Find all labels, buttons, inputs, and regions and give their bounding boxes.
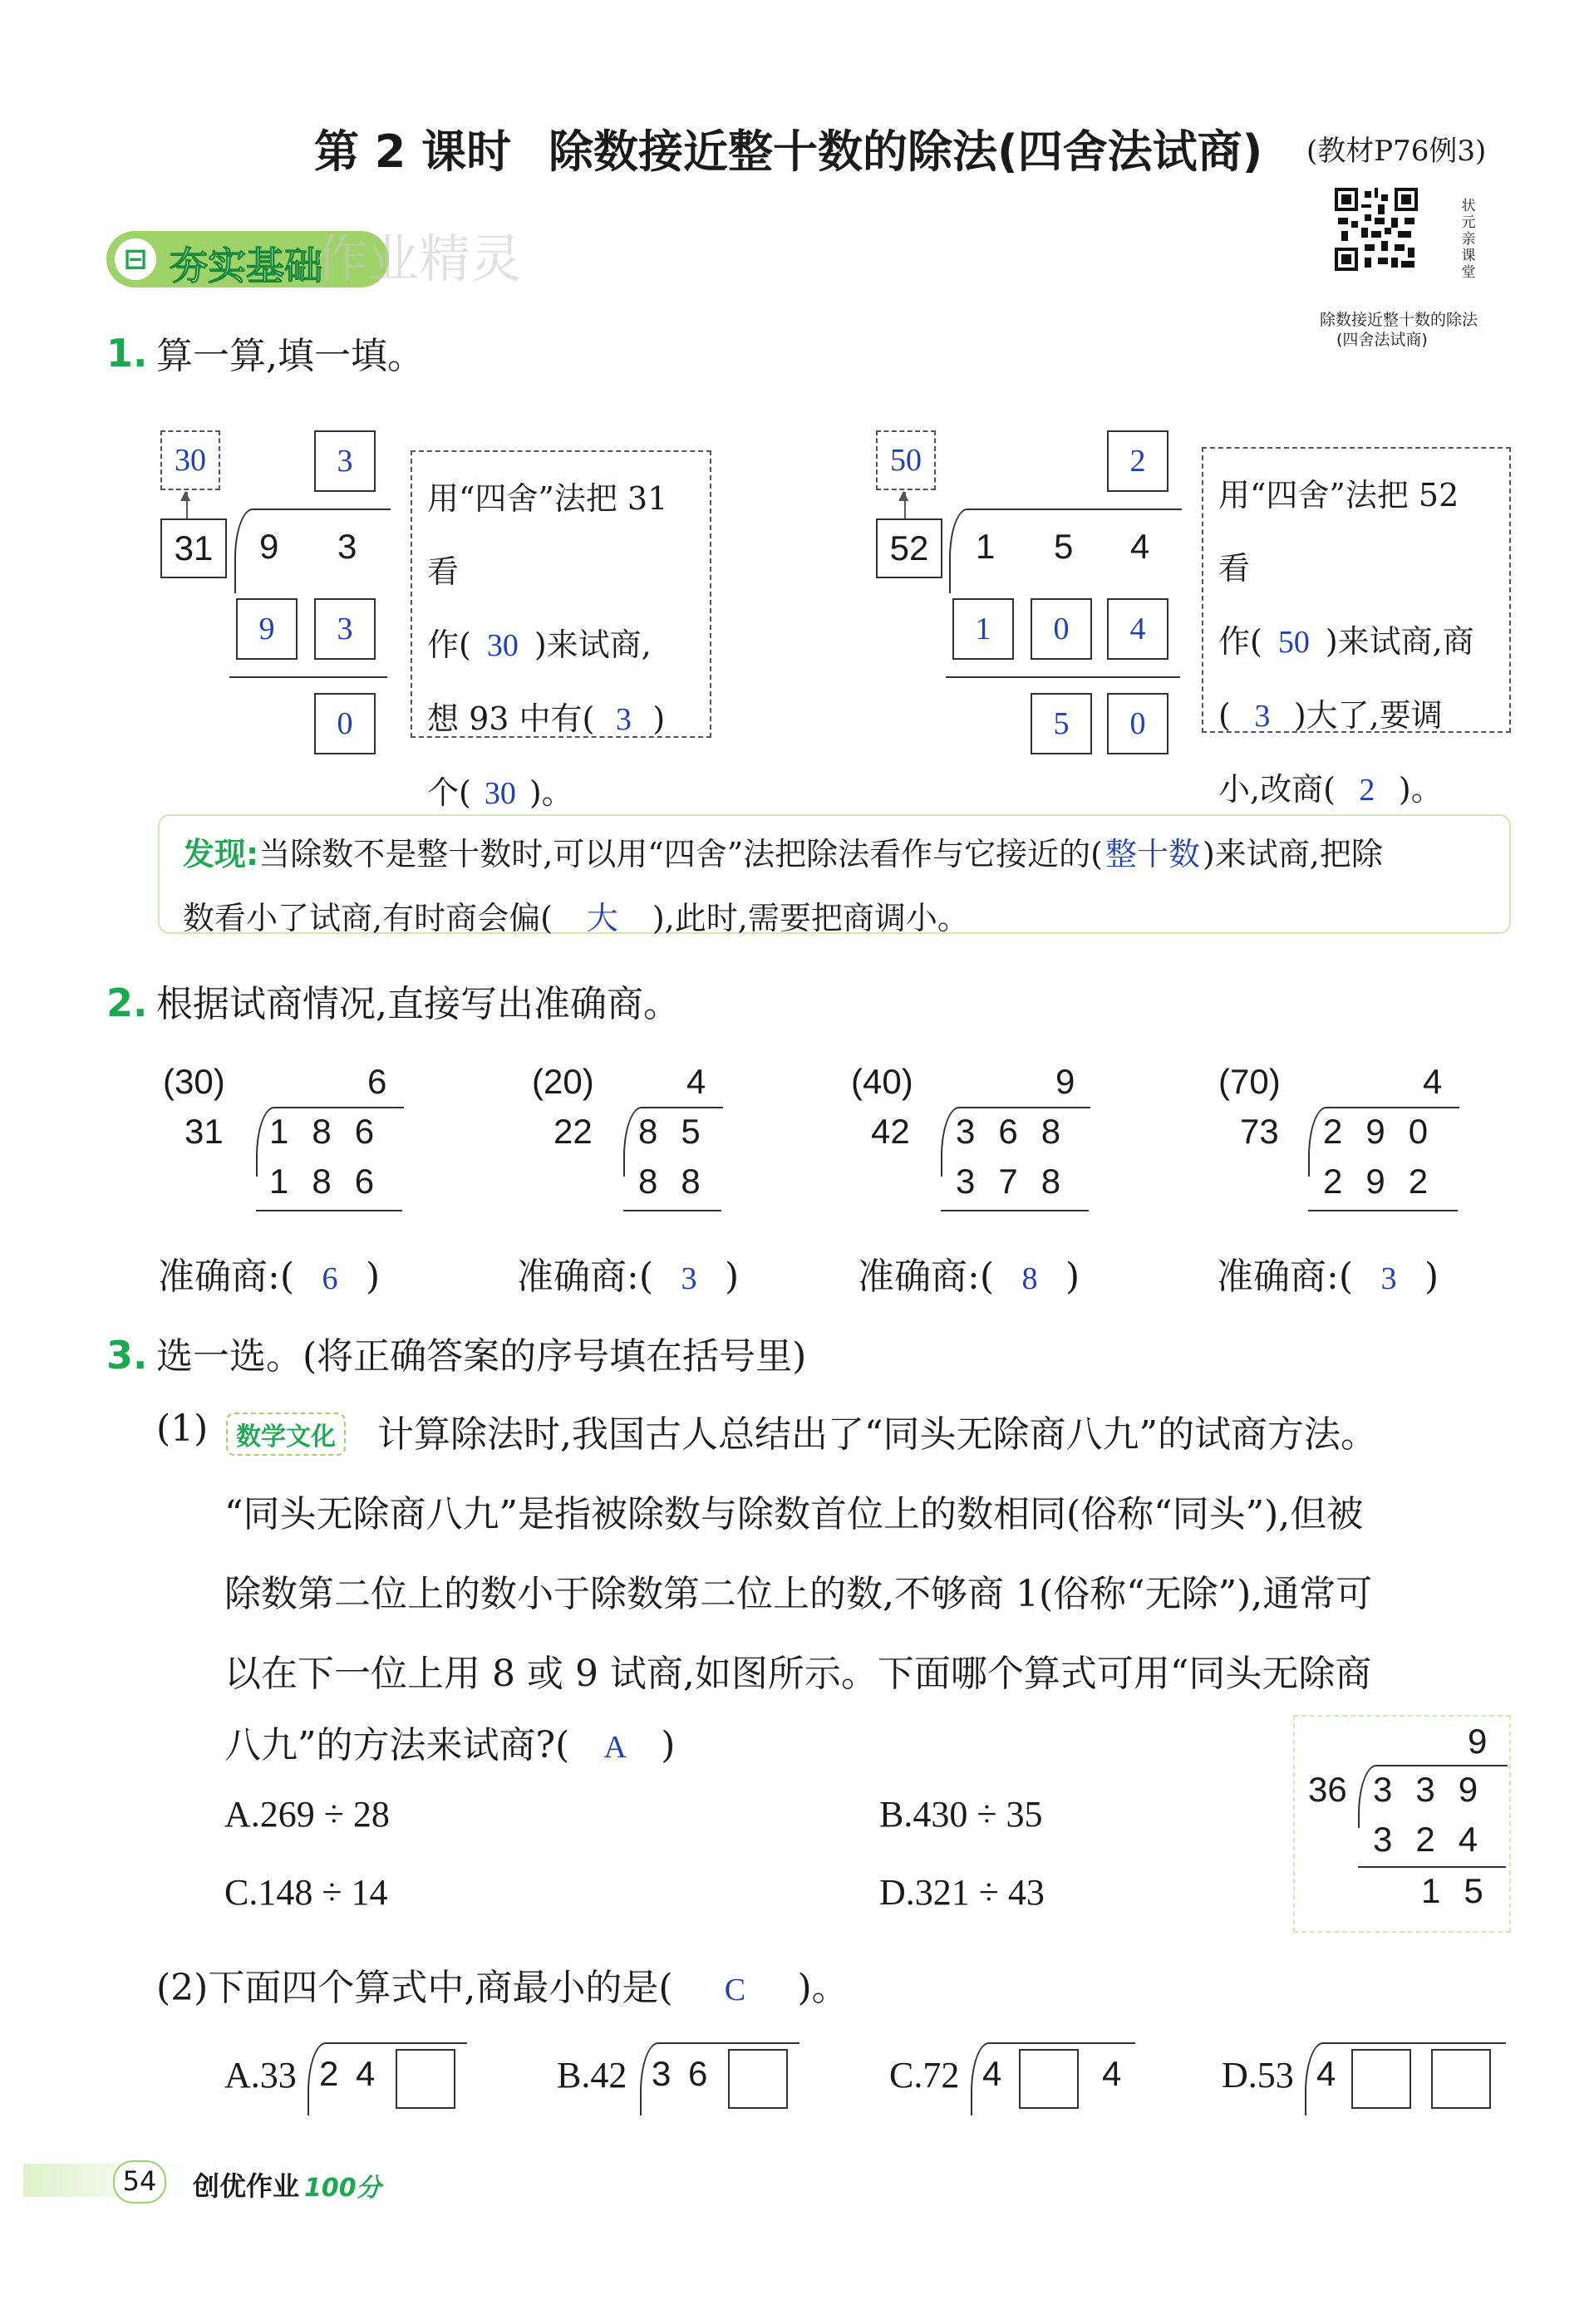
q2-item3-dividend: 368 [956, 1112, 1085, 1151]
q2-item3-line [941, 1210, 1089, 1211]
explain-line: 用“四舍”法把 52 看 [1218, 477, 1459, 587]
q1-left-product-box[interactable]: 3 [314, 598, 376, 660]
q3-p2-option-d-blank[interactable] [1431, 2049, 1491, 2109]
q1-right-dividend-digit: 4 [1130, 527, 1150, 566]
example-dividend: 339 [1373, 1770, 1502, 1809]
q1-right-answer-3[interactable]: 2 [1359, 773, 1375, 808]
discovery-label: 发现: [183, 836, 259, 872]
explain-line: 想 93 中有( 3 ) [427, 682, 695, 756]
math-culture-tag: 数学文化 [226, 1413, 346, 1456]
q2-item1-quotient: 6 [367, 1062, 387, 1101]
q1-left-answer-3[interactable]: 30 [484, 776, 516, 811]
explain-line: 个( 30 )。 [427, 756, 695, 830]
lesson-number: 第 2 课时 [314, 125, 512, 178]
q3-number: 3. [106, 1333, 148, 1378]
qr-side-label: 状元亲课堂 [1461, 198, 1476, 281]
qr-code-icon[interactable] [1335, 188, 1418, 271]
q2-item2-line [623, 1210, 721, 1211]
q3-p1-option-c[interactable]: C.148 ÷ 14 [224, 1872, 388, 1913]
brand-score: 100分 [304, 2174, 381, 2203]
q2-item1-answer[interactable]: 6 [322, 1261, 338, 1296]
q1-right-product-box[interactable]: 4 [1107, 598, 1168, 660]
q3-p2-option-d-blank[interactable] [1351, 2049, 1411, 2109]
q3-p1-text: 八九”的方法来试商?( A ) [224, 1724, 676, 1766]
q3-p1-text: 除数第二位上的数小于除数第二位上的数,不够商 1(俗称“无除”),通常可 [224, 1573, 1373, 1615]
q3-p1-option-d[interactable]: D.321 ÷ 43 [879, 1872, 1045, 1913]
q1-left-trial-box: 30 [160, 430, 220, 490]
q1-left-product-box[interactable]: 9 [236, 598, 298, 660]
q2-item4-product: 292 [1323, 1162, 1452, 1201]
q1-left-divisor-box: 31 [160, 518, 227, 578]
explain-line: 作( 30 )来试商, [427, 608, 695, 682]
q3-p2-option-c-label[interactable]: C.72 [889, 2055, 960, 2096]
q2-item1-divisor: 31 [184, 1112, 224, 1151]
q3-p2-option-c-digit: 4 [982, 2054, 1002, 2093]
q1-left-answer-1[interactable]: 30 [486, 628, 519, 663]
q1-left-subtract-line [229, 676, 387, 678]
q1-right-remainder-box[interactable]: 5 [1031, 693, 1092, 754]
q1-right-product-box[interactable]: 1 [952, 598, 1014, 660]
q2-item2-dividend: 85 [638, 1112, 724, 1151]
example-line [1358, 1866, 1506, 1868]
explain-line: ( 3 )大了,要调 [1218, 679, 1494, 753]
example-remainder: 15 [1421, 1871, 1507, 1910]
q3-p1-number: (1) [156, 1408, 209, 1450]
q3-p2-option-d-digit: 4 [1316, 2054, 1336, 2093]
q3-p1-text: 以在下一位上用 8 或 9 试商,如图所示。下面哪个算式可用“同头无除商 [224, 1653, 1372, 1695]
q3-p2-option-b-digit: 3 [652, 2054, 672, 2093]
q1-right-remainder-box[interactable]: 0 [1107, 693, 1168, 754]
q1-right-product-box[interactable]: 0 [1031, 598, 1092, 660]
q2-item4-answer[interactable]: 3 [1380, 1261, 1397, 1296]
q1-left-remainder-box[interactable]: 0 [314, 693, 376, 754]
q2-item3-answer-line: 准确商:( 8 ) [858, 1255, 1080, 1298]
q3-p2-option-d-label[interactable]: D.53 [1222, 2055, 1294, 2096]
qr-caption-sub: (四舍法试商) [1336, 331, 1428, 349]
example-product: 324 [1373, 1820, 1502, 1859]
q1-left-bracket [234, 509, 391, 593]
q3-p2-line: (2)下面四个算式中,商最小的是( C )。 [156, 1967, 849, 2009]
q1-right-subtract-line [946, 676, 1180, 678]
discovery-box [158, 814, 1511, 934]
q1-prompt: 算一算,填一填。 [156, 335, 424, 377]
q1-right-divisor-box: 52 [876, 518, 942, 578]
q2-item4-dividend: 290 [1323, 1112, 1452, 1151]
explain-line: 作( 50 )来试商,商 [1218, 605, 1494, 679]
q3-p1-answer[interactable]: A [603, 1730, 627, 1765]
q3-p2-option-b-label[interactable]: B.42 [557, 2055, 627, 2096]
arrow-up-icon: ▲ [898, 487, 909, 503]
page-number: 54 [113, 2160, 166, 2204]
q1-right-trial-box: 50 [876, 430, 936, 490]
discovery-answer-1[interactable]: 整十数 [1104, 838, 1200, 872]
q1-right-answer-1[interactable]: 50 [1277, 625, 1310, 660]
explain-line: 小,改商( 2 )。 [1218, 753, 1494, 827]
q3-p2-option-c-blank[interactable] [1019, 2049, 1079, 2109]
discovery-answer-2[interactable]: 大 [586, 902, 618, 936]
q3-p2-option-c-digit: 4 [1102, 2054, 1122, 2093]
q2-item1-line [256, 1210, 402, 1211]
section-badge-icon: ⊟ [115, 238, 156, 280]
example-divisor: 36 [1308, 1770, 1347, 1809]
q2-item2-divisor: 22 [553, 1112, 593, 1151]
brand-name: 创优作业 [193, 2170, 300, 2202]
q3-prompt: 选一选。(将正确答案的序号填在括号里) [156, 1335, 807, 1378]
q3-p1-option-b[interactable]: B.430 ÷ 35 [879, 1794, 1043, 1835]
q2-item4-quotient: 4 [1423, 1062, 1443, 1101]
explain-line: 用“四舍”法把 31 看 [427, 480, 668, 590]
q1-right-quotient-box[interactable]: 2 [1107, 430, 1168, 492]
q1-left-answer-2[interactable]: 3 [615, 702, 632, 737]
q3-p2-number: (2) [156, 1967, 209, 2009]
watermark: 作业精灵 [316, 228, 523, 289]
q3-p2-option-b-digit: 6 [688, 2054, 708, 2093]
q2-item2-quotient: 4 [686, 1062, 706, 1101]
q1-number: 1. [106, 331, 148, 376]
q2-item3-trial: (40) [851, 1062, 913, 1101]
q3-p1-option-a[interactable]: A.269 ÷ 28 [224, 1794, 390, 1835]
q2-item4-answer-line: 准确商:( 3 ) [1217, 1255, 1439, 1298]
section-badge-label: 夯实基础 [170, 243, 322, 288]
q2-item4-line [1308, 1210, 1458, 1211]
q3-p2-option-a-label[interactable]: A.33 [224, 2055, 297, 2096]
q1-left-dividend-digit: 9 [259, 527, 279, 566]
q1-right-explanation [1202, 447, 1511, 808]
q1-right-dividend-digit: 5 [1054, 527, 1074, 566]
q2-prompt: 根据试商情况,直接写出准确商。 [156, 983, 680, 1025]
q3-p2-answer[interactable]: C [724, 1973, 746, 2007]
discovery-line: 发现:当除数不是整十数时,可以用“四舍”法把除法看作与它接近的(整十数)来试商,把除 [183, 818, 1486, 892]
q2-item2-product: 88 [638, 1162, 724, 1201]
q3-p1-text: 计算除法时,我国古人总结出了“同头无除商八九”的试商方法。 [377, 1413, 1377, 1456]
textbook-reference: (教材P76例3) [1306, 135, 1487, 168]
q3-p2-option-b-blank[interactable] [728, 2049, 788, 2109]
q2-item1-dividend: 186 [269, 1112, 398, 1151]
q1-left-quotient-box[interactable]: 3 [314, 430, 376, 492]
q2-item1-answer-line: 准确商:( 6 ) [158, 1255, 381, 1298]
q1-left-explanation [411, 450, 711, 811]
example-quotient: 9 [1468, 1722, 1488, 1761]
q2-number: 2. [106, 980, 148, 1025]
q3-p1-text: “同头无除商八九”是指被除数与除数首位上的数相同(俗称“同头”),但被 [224, 1493, 1364, 1535]
q2-item3-divisor: 42 [871, 1112, 910, 1151]
q1-left-dividend-digit: 3 [337, 527, 357, 566]
qr-caption: 除数接近整十数的除法 [1320, 311, 1478, 329]
q2-item3-quotient: 9 [1055, 1062, 1075, 1101]
q2-item2-trial: (20) [532, 1062, 594, 1101]
q3-p2-option-a-digit: 2 [319, 2054, 339, 2093]
arrow-up-icon: ▲ [180, 487, 191, 503]
q2-item1-trial: (30) [163, 1062, 225, 1101]
q3-p2-option-a-digit: 4 [356, 2054, 376, 2093]
q2-item2-answer-line: 准确商:( 3 ) [517, 1255, 740, 1298]
q2-item3-product: 378 [956, 1162, 1085, 1201]
discovery-line: 数看小了试商,有时商会偏( 大 ),此时,需要把商调小。 [183, 882, 1486, 956]
q2-item2-answer[interactable]: 3 [681, 1261, 697, 1296]
q2-item4-trial: (70) [1218, 1062, 1281, 1101]
q1-right-answer-2[interactable]: 3 [1254, 699, 1271, 734]
q1-right-dividend-digit: 1 [976, 527, 996, 566]
q3-p2-option-a-blank[interactable] [396, 2049, 455, 2109]
lesson-title: 除数接近整十数的除法(四舍法试商) [549, 125, 1263, 178]
q2-item1-product: 186 [269, 1162, 398, 1201]
q2-item3-answer[interactable]: 8 [1021, 1261, 1038, 1296]
q2-item4-divisor: 73 [1240, 1112, 1279, 1151]
example-division [1293, 1715, 1511, 1933]
